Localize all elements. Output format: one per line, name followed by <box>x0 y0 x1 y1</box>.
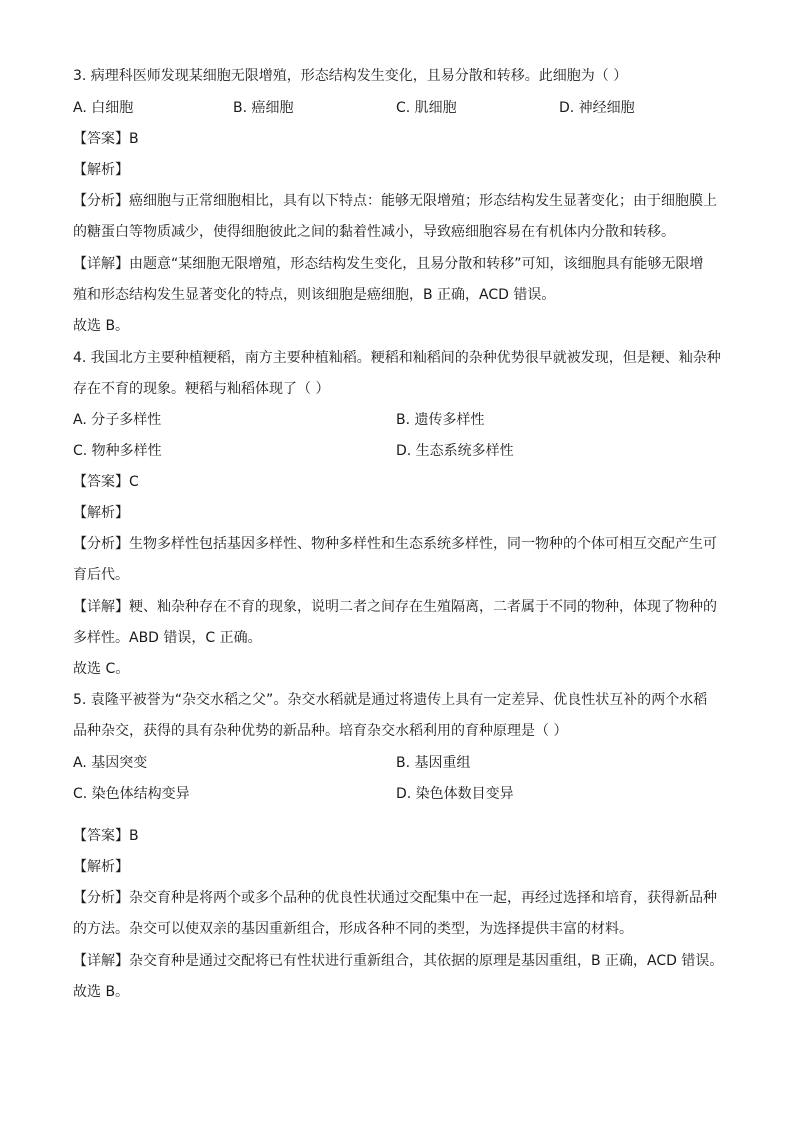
q5-option-a: A. 基因突变 <box>73 755 148 771</box>
q5-analysis-line-1: 【分析】杂交育种是将两个或多个品种的优良性状通过交配集中在一起，再经过选择和培育，获得新品种 <box>73 890 717 906</box>
q4-option-d: D. 生态系统多样性 <box>396 443 514 459</box>
q4-conclusion: 故选 C。 <box>73 661 130 677</box>
q3-option-a: A. 白细胞 <box>73 100 134 116</box>
q3-analysis-line-2: 的糖蛋白等物质减少，使得细胞彼此之间的黏着性减小，导致癌细胞容易在有机体内分散和转移。 <box>73 224 675 240</box>
q5-stem-line-2: 品种杂交，获得的具有杂种优势的新品种。培育杂交水稻利用的育种原理是（ ） <box>73 723 568 739</box>
q3-option-c: C. 肌细胞 <box>396 100 457 116</box>
q5-jiexi-heading: 【解析】 <box>73 859 129 875</box>
q4-jiexi-heading: 【解析】 <box>73 505 129 521</box>
q4-analysis-line-1: 【分析】生物多样性包括基因多样性、物种多样性和生态系统多样性，同一物种的个体可相互交配产生可 <box>73 536 717 552</box>
q3-stem: 3. 病理科医师发现某细胞无限增殖，形态结构发生变化，且易分散和转移。此细胞为（ ） <box>73 68 628 84</box>
q5-option-c: C. 染色体结构变异 <box>73 786 190 802</box>
q3-detail-line-1: 【详解】由题意“某细胞无限增殖，形态结构发生变化，且易分散和转移”可知，该细胞具有能够无限增 <box>73 256 704 272</box>
q5-conclusion: 故选 B。 <box>73 984 130 1000</box>
q5-option-b: B. 基因重组 <box>396 755 471 771</box>
q4-stem-line-2: 存在不育的现象。粳稻与籼稻体现了（ ） <box>73 381 330 397</box>
q4-answer: 【答案】C <box>73 474 139 490</box>
q4-option-c: C. 物种多样性 <box>73 443 162 459</box>
q3-option-d: D. 神经细胞 <box>559 100 635 116</box>
q4-option-a: A. 分子多样性 <box>73 412 162 428</box>
q3-conclusion: 故选 B。 <box>73 318 130 334</box>
q4-detail-line-1: 【详解】粳、籼杂种存在不育的现象，说明二者之间存在生殖隔离，二者属于不同的物种，体现了物种的 <box>73 599 717 615</box>
q4-detail-line-2: 多样性。ABD 错误，C 正确。 <box>73 630 262 646</box>
q3-option-b: B. 癌细胞 <box>233 100 294 116</box>
q5-answer: 【答案】B <box>73 828 139 844</box>
q5-analysis-line-2: 的方法。杂交可以使双亲的基因重新组合，形成各种不同的类型，为选择提供丰富的材料。 <box>73 921 633 937</box>
q3-detail-line-2: 殖和形态结构发生显著变化的特点，则该细胞是癌细胞，B 正确，ACD 错误。 <box>73 287 556 303</box>
q4-analysis-line-2: 育后代。 <box>73 567 129 583</box>
q5-stem-line-1: 5. 袁隆平被誉为“杂交水稻之父”。杂交水稻就是通过将遗传上具有一定差异、优良性状互补的两个水稻 <box>73 692 708 708</box>
q3-jiexi-heading: 【解析】 <box>73 162 129 178</box>
q4-option-b: B. 遗传多样性 <box>396 412 485 428</box>
q5-detail-line-1: 【详解】杂交育种是通过交配将已有性状进行重新组合，其依据的原理是基因重组，B 正确，ACD 错误。 <box>73 953 724 969</box>
q5-option-d: D. 染色体数目变异 <box>396 786 514 802</box>
q3-answer: 【答案】B <box>73 131 139 147</box>
q3-analysis-line-1: 【分析】癌细胞与正常细胞相比，具有以下特点：能够无限增殖；形态结构发生显著变化；由于细胞膜上 <box>73 193 717 209</box>
q4-stem-line-1: 4. 我国北方主要种植粳稻，南方主要种植籼稻。粳稻和籼稻间的杂种优势很早就被发现，但是粳、籼杂种 <box>73 350 721 366</box>
